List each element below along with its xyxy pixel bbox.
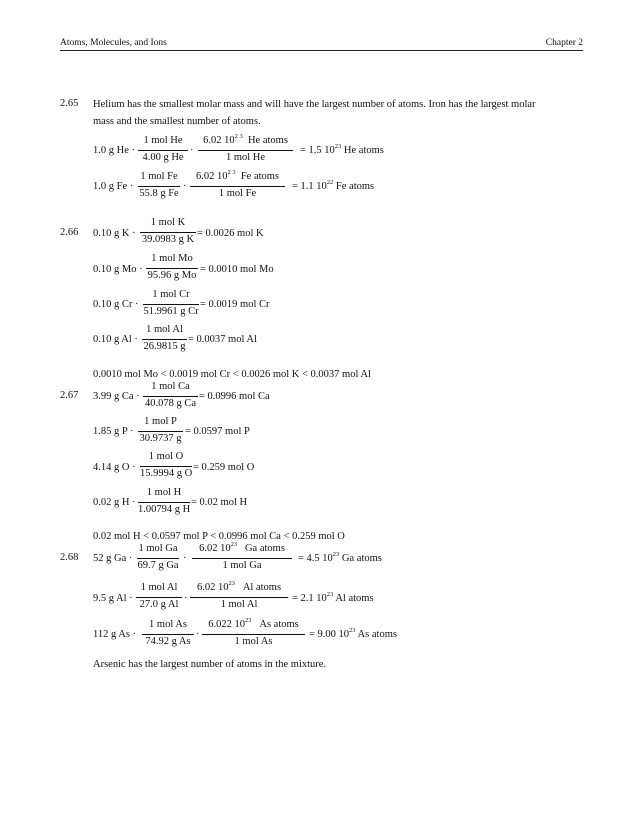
fraction-bar [192,558,292,559]
header-left: Atoms, Molecules, and Ions [60,38,167,48]
denominator: 1 mol Fe [218,188,257,199]
multiply-dot: · [183,181,187,192]
result: = 0.02 mol H [191,497,248,508]
fraction [138,487,190,519]
equation-lead: 0.10 g Cr · [93,299,139,310]
denominator: 15.9994 g O [140,468,193,479]
header-rule [60,50,583,51]
fraction [140,217,196,249]
numerator: 1 mol Fe [140,171,178,182]
result: = 2.1 $10^{23}$ Al atoms [292,591,374,604]
fraction-bar [137,558,179,559]
fraction-bar [190,597,288,598]
equation-lead: 9.5 g Al · [93,593,133,604]
fraction [140,451,192,483]
result: = 9.00 $10^{23}$ As atoms [309,627,397,640]
numerator: 1 mol O [148,451,184,462]
result: = 0.259 mol O [193,462,255,473]
result: = 0.0996 mol Ca [199,391,270,402]
numerator: 6.02 $10^{23}$ Ga atoms [199,541,285,554]
equation-lead: 52 g Ga · [93,553,133,564]
denominator: 55.8 g Fe [139,188,179,199]
fraction-bar [138,431,183,432]
numerator: 6.02 $10^{2 3}$ Fe atoms [195,169,280,182]
fraction-bar [138,502,190,503]
denominator: 51.9961 g Cr [143,306,199,317]
fraction [137,543,179,575]
equation-lead: 112 g As · [93,629,137,640]
numerator: 6.02 $10^{2 3}$ He atoms [203,133,288,146]
problem-number: 2.66 [60,227,79,238]
fraction-bar [142,339,187,340]
result: = 0.0026 mol K [197,228,264,239]
fraction-bar [198,150,293,151]
fraction-bar [142,634,194,635]
multiply-dot: · [196,629,200,640]
denominator: 74.92 g As [145,636,191,647]
conclusion: Arsenic has the largest number of atoms in the mixture. [93,659,327,670]
numerator: 1 mol K [150,217,186,228]
fraction [138,416,183,448]
result: = 1.5 $10^{23}$ He atoms [300,143,384,156]
problem-text: Helium has the smallest molar mass and will have the largest number of atoms. Iron has the largest molar [93,99,536,110]
equation-lead: 1.85 g P · [93,426,134,437]
equation-lead: 0.02 g H · [93,497,136,508]
fraction [192,543,292,575]
numerator: 1 mol Mo [151,253,193,264]
multiply-dot: · [183,553,187,564]
multiply-dot: · [190,145,194,156]
denominator: 1 mol As [234,636,273,647]
multiply-dot: · [184,593,188,604]
fraction [143,381,198,413]
denominator: 30.9737 g [139,433,182,444]
denominator: 1 mol He [225,152,266,163]
equation-lead: 4.14 g O · [93,462,136,473]
fraction [142,619,194,651]
result: = 0.0010 mol Mo [200,264,274,275]
denominator: 69.7 g Ga [137,560,179,571]
equation-lead: 1.0 g Fe · [93,181,134,192]
denominator: 95.96 g Mo [147,270,197,281]
numerator: 1 mol As [149,619,187,630]
result: = 0.0037 mol Al [188,334,257,345]
fraction-bar [143,304,199,305]
fraction-bar [190,186,285,187]
fraction [198,135,293,167]
problem-text: mass and the smallest number of atoms. [93,116,261,127]
equation-lead: 0.10 g Mo · [93,264,143,275]
denominator: 4.00 g He [142,152,184,163]
numerator: 1 mol Ca [151,381,190,392]
header-right: Chapter 2 [545,38,583,48]
numerator: 6.022 $10^{23}$ As atoms [208,617,299,630]
numerator: 1 mol Ga [138,543,178,554]
fraction-bar [146,268,198,269]
fraction-bar [138,150,188,151]
numerator: 1 mol He [143,135,183,146]
comparison: 0.0010 mol Mo < 0.0019 mol Cr < 0.0026 mol K < 0.0037 mol Al [93,369,371,380]
fraction [138,135,188,167]
denominator: 27.0 g Al [139,599,179,610]
numerator: 1 mol Al [146,324,183,335]
fraction [138,171,180,203]
fraction-bar [143,396,198,397]
numerator: 1 mol Al [140,582,178,593]
fraction-bar [138,186,180,187]
equation-lead: 1.0 g He · [93,145,135,156]
denominator: 1 mol Al [220,599,258,610]
fraction-bar [140,232,196,233]
numerator: 6.02 $10^{23}$ Al atoms [196,580,282,593]
numerator: 1 mol H [146,487,182,498]
equation-lead: 3.99 g Ca · [93,391,140,402]
comparison: 0.02 mol H < 0.0597 mol P < 0.0996 mol Ca < 0.259 mol O [93,531,345,542]
fraction [146,253,198,285]
result: = 1.1 $10^{22}$ Fe atoms [292,179,375,192]
denominator: 26.9815 g [143,341,186,352]
result: = 0.0019 mol Cr [200,299,270,310]
problem-number: 2.68 [60,552,79,563]
result: = 4.5 $10^{23}$ Ga atoms [298,551,382,564]
denominator: 1 mol Ga [222,560,262,571]
fraction [143,289,199,321]
fraction-bar [136,597,182,598]
equation-lead: 0.10 g K · [93,228,136,239]
denominator: 40.078 g Ca [144,398,197,409]
fraction [190,171,285,203]
denominator: 39.0983 g K [141,234,195,245]
denominator: 1.00794 g H [138,504,191,515]
problem-number: 2.65 [60,98,79,109]
fraction [136,582,182,614]
problem-number: 2.67 [60,390,79,401]
fraction-bar [140,466,192,467]
fraction-bar [202,634,305,635]
equation-lead: 0.10 g Al · [93,334,138,345]
fraction [190,582,288,614]
fraction [202,619,305,651]
numerator: 1 mol Cr [152,289,190,300]
numerator: 1 mol P [144,416,177,427]
result: = 0.0597 mol P [185,426,250,437]
fraction [142,324,187,356]
